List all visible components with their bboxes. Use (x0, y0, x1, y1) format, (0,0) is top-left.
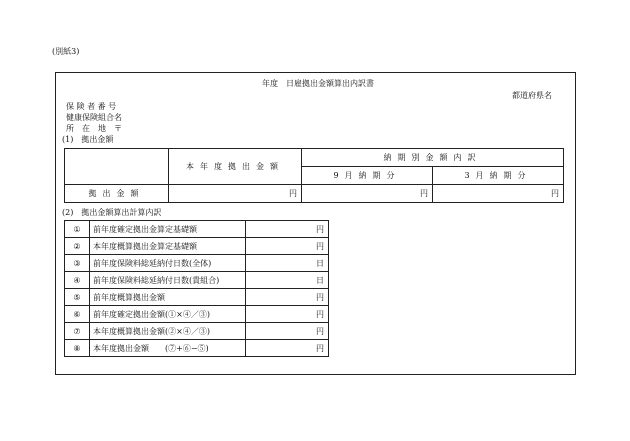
row-value-cell[interactable]: 日 (246, 255, 329, 272)
row-label: 本年度概算拠出金額(②×④／③) (90, 323, 246, 340)
col-breakdown-header: 納期別金額内訳 (302, 149, 564, 167)
march-amount-cell[interactable]: 円 (433, 185, 564, 203)
row-number: ⑧ (65, 340, 90, 357)
table-row (65, 306, 329, 323)
row-number: ② (65, 238, 90, 255)
main-amount-cell[interactable]: 円 (169, 185, 302, 203)
row-contribution-label: 拠出金額 (65, 185, 169, 203)
row-number: ④ (65, 272, 90, 289)
row-label: 前年度概算拠出金額 (90, 289, 246, 306)
row-value-cell[interactable]: 円 (246, 238, 329, 255)
row-value-cell[interactable]: 円 (246, 289, 329, 306)
annex-label: (別紙3) (52, 47, 80, 56)
address-label: 所 在 地 〒 (66, 124, 122, 133)
table-row (65, 340, 329, 357)
row-label: 前年度確定拠出金額(①×④／③) (90, 306, 246, 323)
row-label: 本年度拠出金額 (⑦+⑥−⑤) (90, 340, 246, 357)
table-row (65, 323, 329, 340)
col-main-header: 本年度拠出金額 (169, 149, 302, 185)
row-label: 前年度保険料総延納付日数(貴組合) (90, 272, 246, 289)
calculation-table (64, 220, 329, 357)
row-number: ③ (65, 255, 90, 272)
table-row (65, 238, 329, 255)
row-label: 前年度確定拠出金算定基礎額 (90, 221, 246, 238)
row-value-cell[interactable]: 円 (246, 323, 329, 340)
col-march-header: 3月納期分 (433, 167, 564, 185)
row-number: ⑤ (65, 289, 90, 306)
table-row (65, 255, 329, 272)
row-number: ⑦ (65, 323, 90, 340)
section2-title: (2) 拠出金額算出計算内訳 (62, 208, 162, 217)
prefecture-label: 都道府県名 (512, 91, 552, 100)
contribution-table (64, 148, 564, 203)
row-value-cell[interactable]: 円 (246, 306, 329, 323)
table-row (65, 221, 329, 238)
row-label: 本年度概算拠出金算定基礎額 (90, 238, 246, 255)
september-amount-cell[interactable]: 円 (302, 185, 433, 203)
row-label: 前年度保険料総延納付日数(全体) (90, 255, 246, 272)
union-name-label: 健康保険組合名 (66, 113, 122, 122)
row-value-cell[interactable]: 円 (246, 221, 329, 238)
table-row (65, 289, 329, 306)
row-value-cell[interactable]: 日 (246, 272, 329, 289)
insurer-number-label: 保 険 者 番 号 (66, 102, 117, 111)
document-title: 年度 日雇拠出金額算出内訳書 (262, 79, 374, 88)
row-number: ① (65, 221, 90, 238)
col-september-header: 9月納期分 (302, 167, 433, 185)
blank-header-cell (65, 149, 169, 185)
table-row (65, 272, 329, 289)
row-value-cell[interactable]: 円 (246, 340, 329, 357)
row-number: ⑥ (65, 306, 90, 323)
section1-title: (1) 拠出金額 (62, 135, 114, 144)
